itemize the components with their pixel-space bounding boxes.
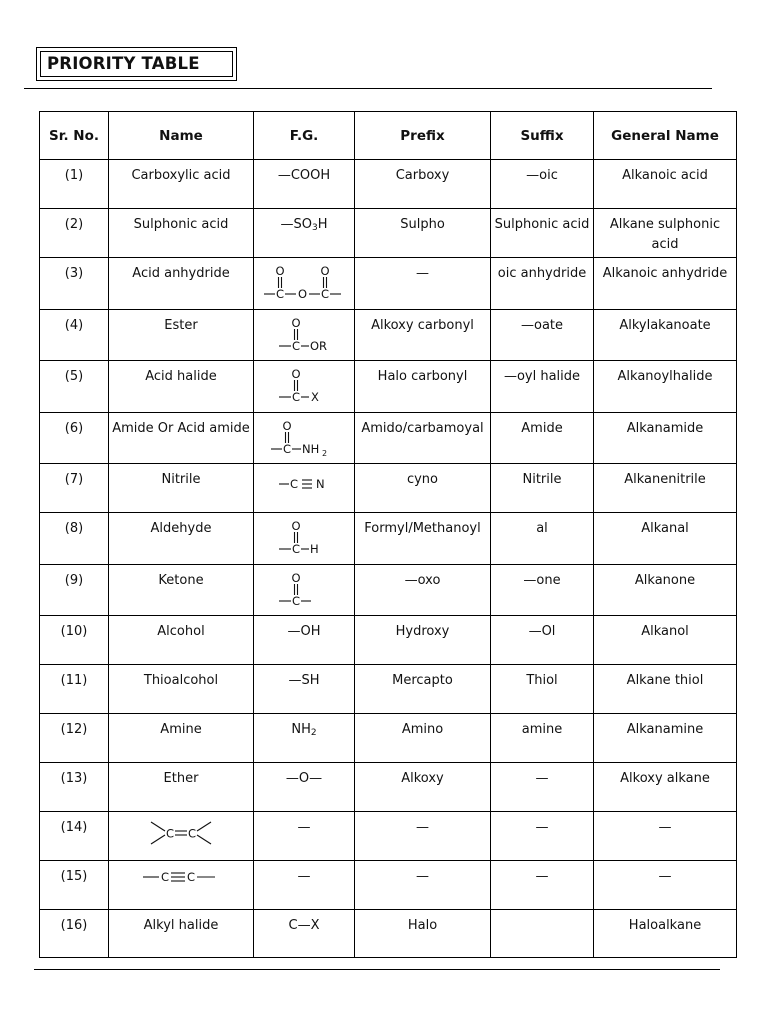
sr-no-cell: (11) [40, 665, 109, 714]
name-cell [109, 812, 254, 861]
alkene-structure [141, 818, 221, 852]
svg-text:C: C [289, 477, 299, 491]
sr-no-cell: (16) [40, 910, 109, 958]
fg-cell [254, 361, 355, 413]
svg-text:X: X [311, 390, 319, 404]
name-cell: Ether [109, 763, 254, 812]
name-cell: Ester [109, 310, 254, 361]
general-name-cell: — [594, 812, 737, 861]
prefix-cell: Formyl/Methanoyl [355, 513, 491, 565]
fg-formula: $NH_2$ [291, 722, 317, 738]
general-name-cell: Alkanol [594, 616, 737, 665]
prefix-cell: — [355, 812, 491, 861]
fg-cell [254, 714, 355, 763]
table-row [40, 160, 737, 209]
fg-cell [254, 413, 355, 464]
general-name-cell: Alkanoic acid [594, 160, 737, 209]
suffix-cell: — [491, 763, 594, 812]
sr-no-cell: (7) [40, 464, 109, 513]
svg-text:O: O [320, 264, 330, 278]
svg-text:O: O [291, 571, 301, 585]
fg-cell: — [254, 861, 355, 910]
general-name-cell: Alkanoic anhydride [594, 258, 737, 310]
table-row [40, 413, 737, 464]
suffix-cell: Sulphonic acid [491, 209, 594, 258]
general-name-cell: Alkylakanoate [594, 310, 737, 361]
svg-text:C: C [291, 339, 301, 353]
amide-structure [269, 419, 339, 459]
general-name-cell: Alkoxy alkane [594, 763, 737, 812]
prefix-cell: cyno [355, 464, 491, 513]
name-cell [109, 861, 254, 910]
svg-text:H: H [310, 542, 319, 556]
name-cell: Nitrile [109, 464, 254, 513]
alkyne-structure [141, 867, 221, 891]
name-cell: Sulphonic acid [109, 209, 254, 258]
suffix-cell: —one [491, 565, 594, 616]
sr-no-cell: (6) [40, 413, 109, 464]
table-row [40, 616, 737, 665]
sr-no-cell: (14) [40, 812, 109, 861]
general-name-cell: Alkanamide [594, 413, 737, 464]
general-name-cell: Alkanenitrile [594, 464, 737, 513]
name-cell: Acid halide [109, 361, 254, 413]
fg-cell: —COOH [254, 160, 355, 209]
table-row [40, 812, 737, 861]
sr-no-cell: (9) [40, 565, 109, 616]
general-name-cell: Alkanal [594, 513, 737, 565]
prefix-cell: — [355, 861, 491, 910]
fg-cell [254, 464, 355, 513]
table-row [40, 209, 737, 258]
name-cell: Alcohol [109, 616, 254, 665]
svg-text:2: 2 [322, 449, 328, 458]
name-cell: Amine [109, 714, 254, 763]
fg-cell: — [254, 812, 355, 861]
svg-text:C: C [187, 826, 197, 841]
fg-cell [254, 513, 355, 565]
suffix-cell: — [491, 861, 594, 910]
general-name-cell: Alkane thiol [594, 665, 737, 714]
table-row [40, 714, 737, 763]
prefix-cell: —oxo [355, 565, 491, 616]
svg-text:C: C [320, 287, 330, 301]
acid-anhydride-structure [264, 264, 344, 304]
fg-cell [254, 209, 355, 258]
header-suffix: Suffix [491, 112, 594, 160]
fg-cell: —O— [254, 763, 355, 812]
header-general-name: General Name [594, 112, 737, 160]
svg-text:O: O [282, 419, 292, 433]
prefix-cell: Halo [355, 910, 491, 958]
prefix-cell: Alkoxy [355, 763, 491, 812]
prefix-cell: Amido/carbamoyal [355, 413, 491, 464]
general-name-cell: Haloalkane [594, 910, 737, 958]
suffix-cell: —Ol [491, 616, 594, 665]
svg-text:C: C [186, 870, 196, 884]
ketone-structure [274, 571, 334, 611]
page-title: PRIORITY TABLE [40, 51, 233, 77]
sr-no-cell: (4) [40, 310, 109, 361]
aldehyde-structure [274, 519, 334, 559]
fg-cell [254, 258, 355, 310]
prefix-cell: — [355, 258, 491, 310]
table-row [40, 910, 737, 958]
svg-text:NH: NH [302, 442, 320, 456]
table-row [40, 464, 737, 513]
general-name-cell: Alkane sulphonic acid [594, 209, 737, 258]
suffix-cell: Nitrile [491, 464, 594, 513]
sr-no-cell: (12) [40, 714, 109, 763]
sr-no-cell: (15) [40, 861, 109, 910]
svg-text:C: C [291, 542, 301, 556]
svg-text:C: C [282, 442, 292, 456]
sr-no-cell: (5) [40, 361, 109, 413]
table-row [40, 861, 737, 910]
nitrile-structure [274, 470, 334, 496]
suffix-cell: amine [491, 714, 594, 763]
prefix-cell: Alkoxy carbonyl [355, 310, 491, 361]
name-cell: Carboxylic acid [109, 160, 254, 209]
header-sr-no: Sr. No. [40, 112, 109, 160]
fg-cell [254, 310, 355, 361]
suffix-cell: —oyl halide [491, 361, 594, 413]
svg-text:O: O [297, 287, 308, 301]
name-cell: Acid anhydride [109, 258, 254, 310]
suffix-cell: al [491, 513, 594, 565]
general-name-cell: — [594, 861, 737, 910]
table-row [40, 258, 737, 310]
fg-cell: C—X [254, 910, 355, 958]
svg-text:C: C [160, 870, 170, 884]
general-name-cell: Alkanone [594, 565, 737, 616]
suffix-cell: —oate [491, 310, 594, 361]
svg-text:O: O [291, 367, 301, 381]
suffix-cell: — [491, 812, 594, 861]
fg-cell: —SH [254, 665, 355, 714]
table-row [40, 513, 737, 565]
sr-no-cell: (3) [40, 258, 109, 310]
sr-no-cell: (1) [40, 160, 109, 209]
table-header-row [40, 112, 737, 160]
title-box [36, 47, 237, 81]
prefix-cell: Amino [355, 714, 491, 763]
general-name-cell: Alkanoylhalide [594, 361, 737, 413]
svg-text:C: C [165, 826, 175, 841]
fg-cell [254, 565, 355, 616]
acid-halide-structure [274, 367, 334, 407]
table-row [40, 310, 737, 361]
fg-formula: $—SO_3H$ [280, 217, 328, 233]
prefix-cell: Mercapto [355, 665, 491, 714]
ester-structure [274, 316, 334, 356]
sr-no-cell: (13) [40, 763, 109, 812]
name-cell: Aldehyde [109, 513, 254, 565]
prefix-cell: Hydroxy [355, 616, 491, 665]
svg-text:O: O [291, 316, 301, 330]
top-divider [24, 88, 712, 89]
suffix-cell: Amide [491, 413, 594, 464]
fg-cell: —OH [254, 616, 355, 665]
header-prefix: Prefix [355, 112, 491, 160]
sr-no-cell: (8) [40, 513, 109, 565]
bottom-divider [34, 969, 720, 970]
table-row [40, 665, 737, 714]
svg-text:O: O [275, 264, 285, 278]
svg-text:C: C [291, 594, 301, 608]
priority-table [39, 111, 737, 958]
prefix-cell: Halo carbonyl [355, 361, 491, 413]
table-row [40, 565, 737, 616]
general-name-cell: Alkanamine [594, 714, 737, 763]
svg-text:O: O [291, 519, 301, 533]
suffix-cell: Thiol [491, 665, 594, 714]
prefix-cell: Sulpho [355, 209, 491, 258]
sr-no-cell: (2) [40, 209, 109, 258]
header-name: Name [109, 112, 254, 160]
name-cell: Ketone [109, 565, 254, 616]
sr-no-cell: (10) [40, 616, 109, 665]
name-cell: Alkyl halide [109, 910, 254, 958]
prefix-cell: Carboxy [355, 160, 491, 209]
suffix-cell: —oic [491, 160, 594, 209]
name-cell: Thioalcohol [109, 665, 254, 714]
table-row [40, 763, 737, 812]
table-row [40, 361, 737, 413]
suffix-cell [491, 910, 594, 958]
name-cell: Amide Or Acid amide [109, 413, 254, 464]
header-fg: F.G. [254, 112, 355, 160]
svg-text:C: C [291, 390, 301, 404]
svg-text:C: C [275, 287, 285, 301]
svg-text:OR: OR [310, 339, 328, 353]
svg-text:N: N [316, 477, 325, 491]
suffix-cell: oic anhydride [491, 258, 594, 310]
